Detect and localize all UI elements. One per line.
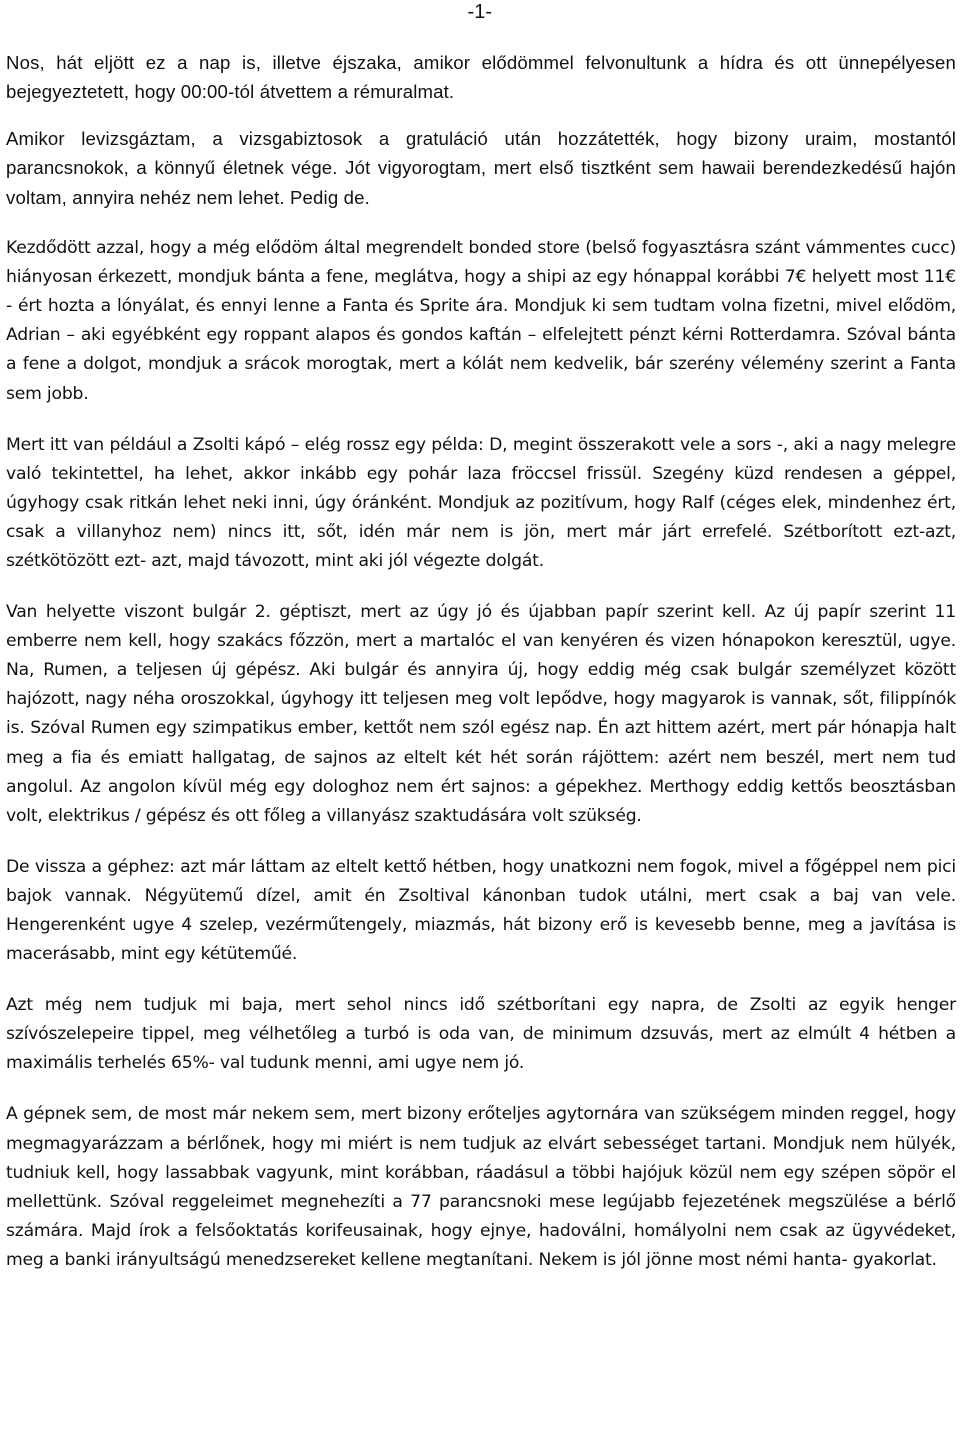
- paragraph-5: Van helyette viszont bulgár 2. géptiszt, mert az úgy jó és újabban papír szerint kell. Az új papír szerint 11 emberre nem kell, hogy szakács főzzön, mert a martalóc el van kenyéren és vizen hónapokon keresztül, ugye. Na, Rumen, a teljesen új gépész. Aki bulgár és annyira új, hogy eddig még csak bulgár személyzet között hajózott, nagy néha oroszokkal, úgyhogy itt teljesen meg volt lepődve, hogy magyarok is vannak, sőt, filippínók is. Szóval Rumen egy szimpatikus ember, kettőt nem szól egész nap. Én azt hittem azért, mert pár hónapja halt meg a fia és emiatt hallgatag, de sajnos az eltelt két hét során rájöttem: azért nem beszél, mert nem tud angolul. Az angolon kívül még egy dologhoz nem ért sajnos: a gépekhez. Merthogy eddig kettős beosztásban volt, elektrikus / gépész és ott főleg a villanyász szaktudására volt szükség.: [6, 602, 956, 826]
- paragraph-1: Nos, hát eljött ez a nap is, illetve éjszaka, amikor elődömmel felvonultunk a hídra és ott ünnepélyesen bejegyeztetett, hogy 00:00-tól átvettem a rémuralmat.: [6, 52, 956, 103]
- paragraph-8: A gépnek sem, de most már nekem sem, mert bizony erőteljes agytornára van szükségem minden reggel, hogy megmagyarázzam a bérlőnek, hogy mi miért is nem tudjuk az elvárt sebességet tartani. Mondjuk nem hülyék, tudniuk kell, hogy lassabbak vagyunk, mint korábban, ráadásul a többi hajójuk közül nem egy szépen söpör el mellettünk. Szóval reggeleimet megnehezíti a 77 parancsnoki mese legújabb fejezetének megszülése a bérlő számára. Majd írok a felsőoktatás korifeusainak, hogy ejnye, hadoválni, homályolni nem csak az ügyvédeket, meg a banki irányultságú menedzsereket kellene megtanítani. Nekem is jól jönne most némi hanta- gyakorlat.: [6, 1104, 956, 1270]
- document-body: [6, 48, 956, 1297]
- paragraph-3: Kezdődött azzal, hogy a még elődöm által megrendelt bonded store (belső fogyasztásra szánt vámmentes cucc) hiányosan érkezett, mondjuk bánta a fene, meglátva, hogy a shipi az egy hónappal korábbi 7€ helyett most 11€ - ért hozta a lónyálat, és ennyi lenne a Fanta és Sprite ára. Mondjuk ki sem tudtam volna fizetni, mivel elődöm, Adrian – aki egyébként egy roppant alapos és gondos kaftán – elfelejtett pénzt kérni Rotterdamra. Szóval bánta a fene a dolgot, mondjuk a srácok morogtak, mert a kólát nem kedvelik, bár szerény vélemény szerint a Fanta sem jobb.: [6, 238, 956, 404]
- paragraph-7: Azt még nem tudjuk mi baja, mert sehol nincs idő szétborítani egy napra, de Zsolti az egyik henger szívószelepeire tippel, meg vélhetőleg a turbó is oda van, de minimum dzsuvás, mert az elmúlt 4 hétben a maximális terhelés 65%- val tudunk menni, ami ugye nem jó.: [6, 995, 956, 1074]
- paragraph-2: Amikor levizsgáztam, a vizsgabiztosok a gratuláció után hozzátették, hogy bizony uraim, mostantól parancsnokok, a könnyű életnek vége. Jót vigyorogtam, mert első tisztként sem hawaii berendezkedésű hajón voltam, annyira nehéz nem lehet. Pedig de.: [6, 127, 956, 208]
- paragraph-6: De vissza a géphez: azt már láttam az eltelt kettő hétben, hogy unatkozni nem fogok, mivel a főgéppel nem pici bajok vannak. Négyütemű dízel, amit én Zsoltival kánonban tudok utálni, mert csak a baj van vele. Hengerenként ugye 4 szelep, vezérműtengely, miazmás, hát bizony erő is kevesebb benne, meg a javítása is macerásabb, mint egy kétüteműé.: [6, 856, 956, 965]
- paragraph-4: Mert itt van például a Zsolti kápó – elég rossz egy példa: D, megint összerakott vele a sors -, aki a nagy melegre való tekintettel, ha lehet, akkor inkább egy pohár laza fröccsel frissül. Szegény küzd rendesen a géppel, úgyhogy csak ritkán lehet neki inni, úgy óránként. Mondjuk az pozitívum, hogy Ralf (céges elek, mindenhez ért, csak a villanyhoz nem) nincs itt, sőt, idén már nem is jön, mert már járt errefelé. Szétborított ezt-azt, szétkötözött ezt- azt, majd távozott, mint aki jól végezte dolgát.: [6, 434, 956, 571]
- page-number: -1-: [467, 1, 492, 23]
